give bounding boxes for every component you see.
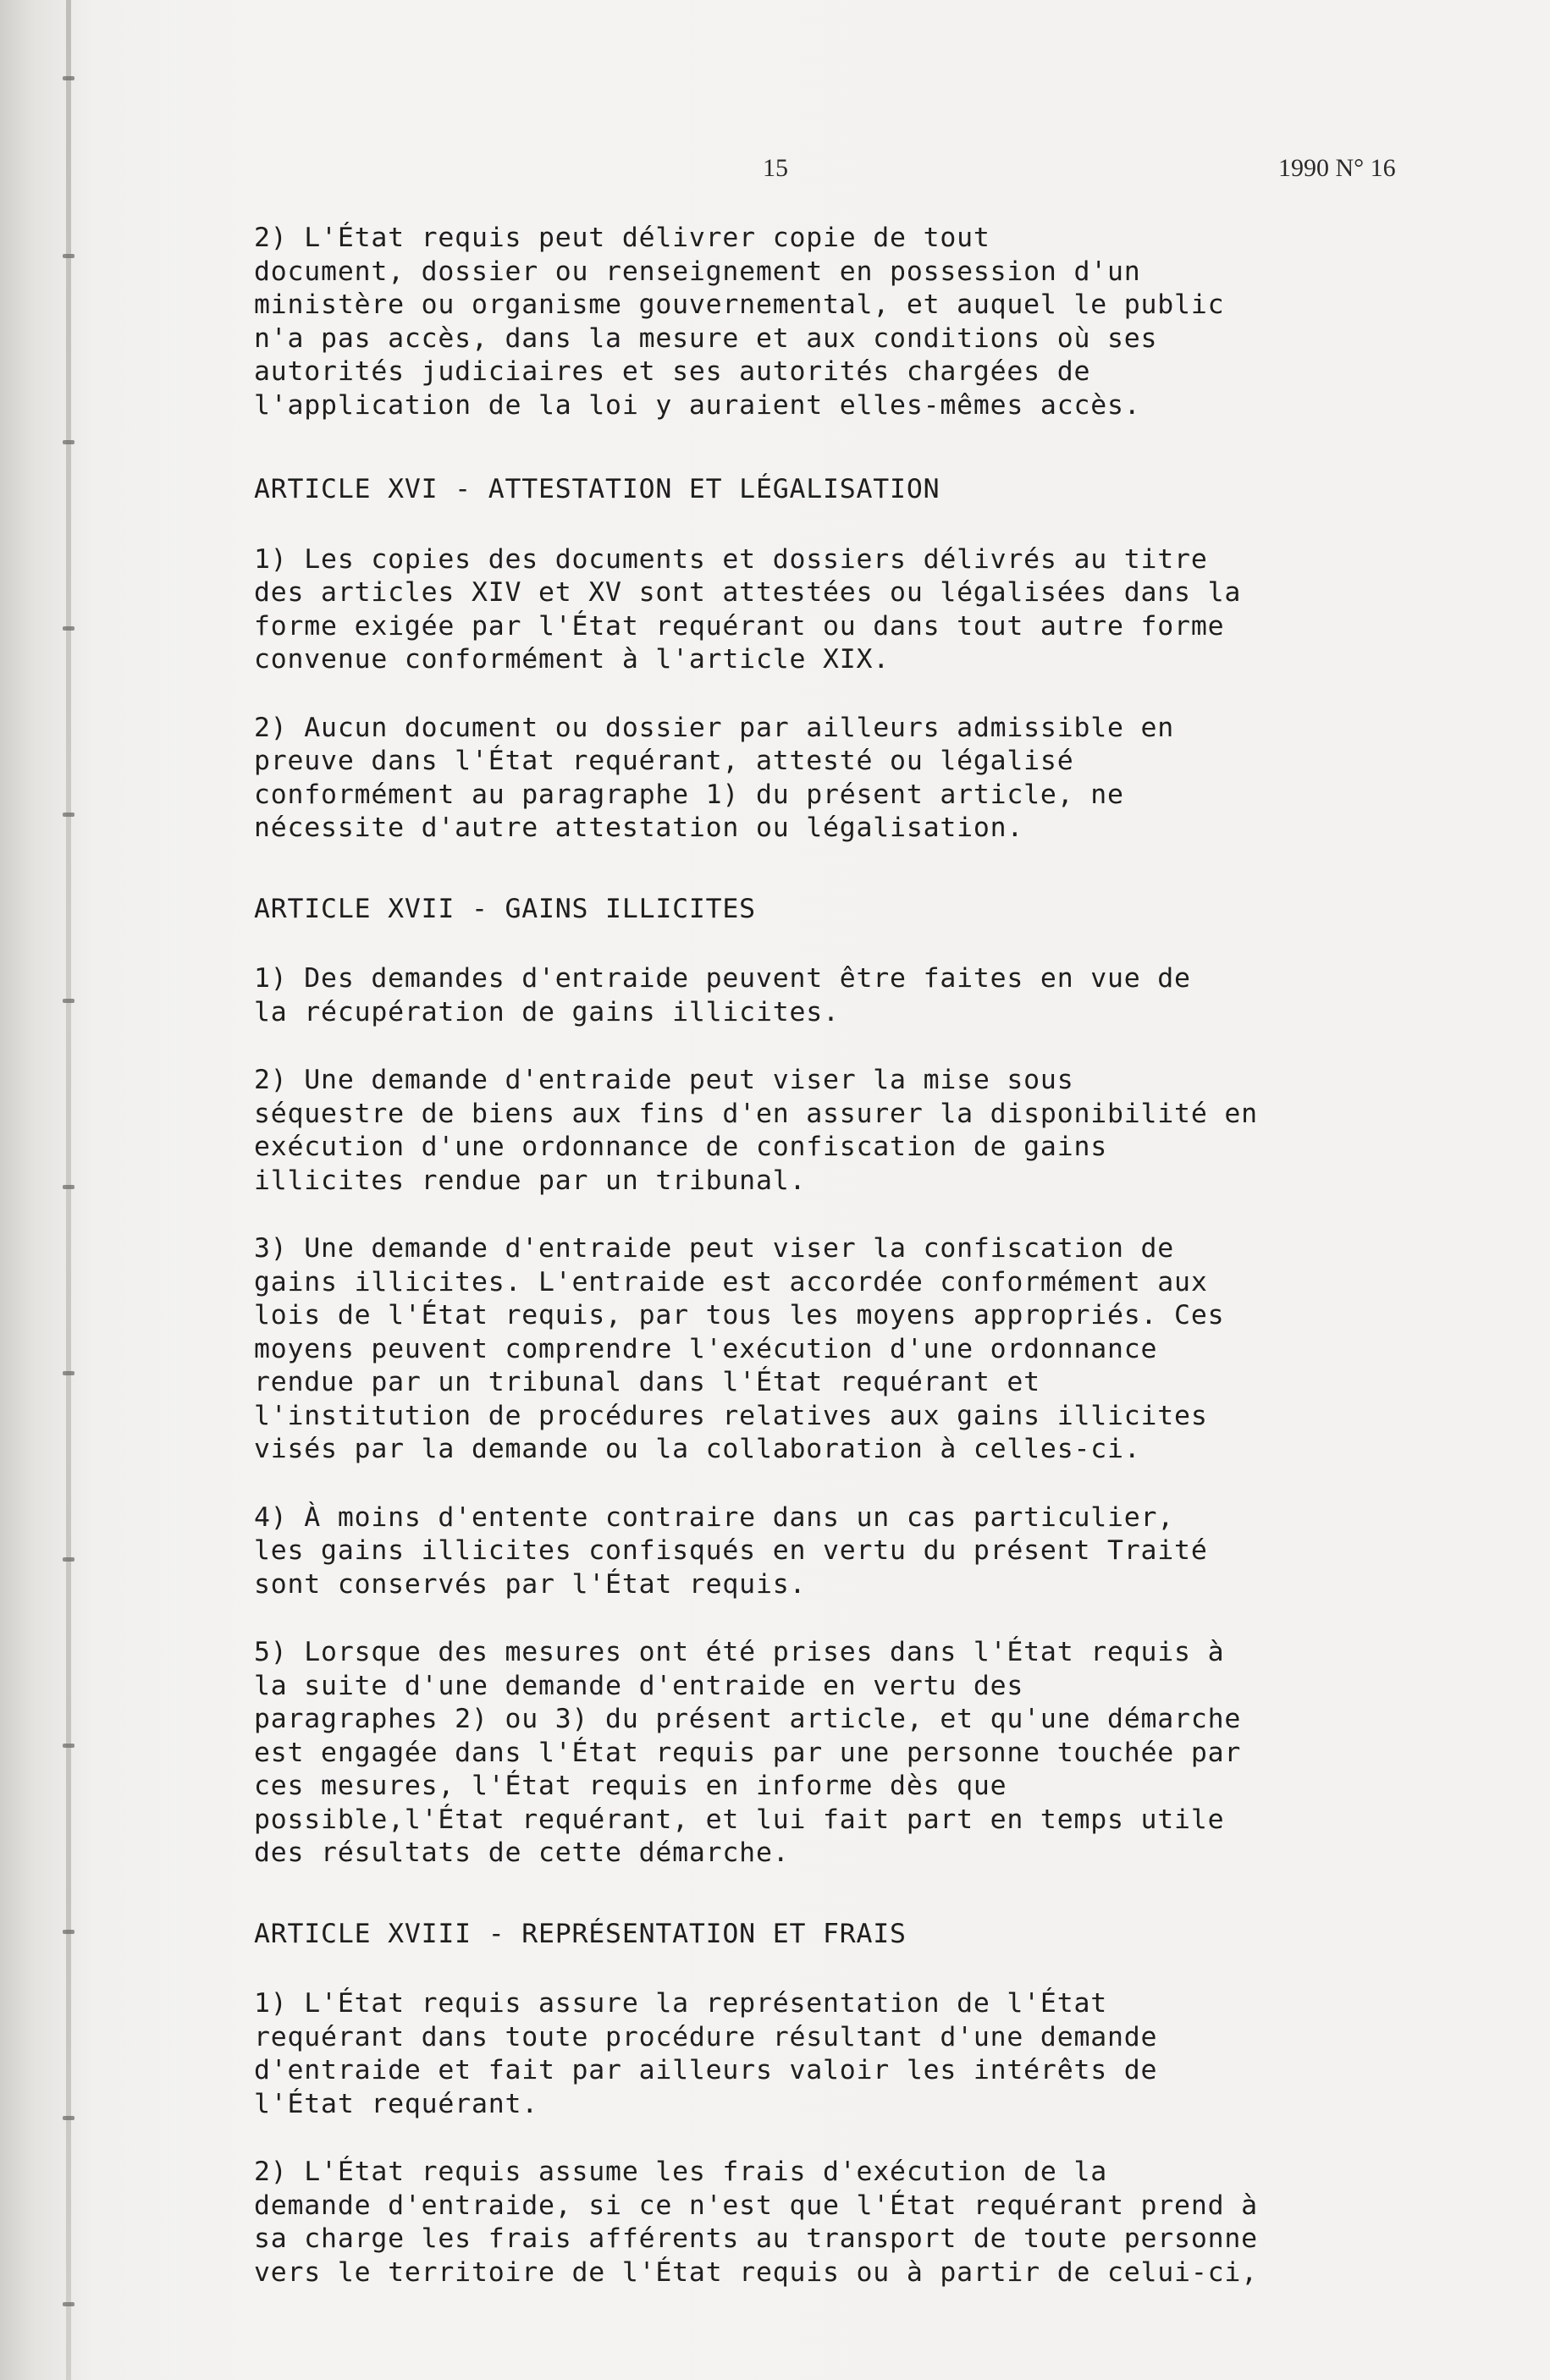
paragraph-xvi-1: 1) Les copies des documents et dossiers délivrés au titre des articles XIV et XV sont attestées ou légalisées dans la forme exigée par l'État requérant ou dans tout autre forme convenue conformément à l'article XIX.: [254, 543, 1242, 675]
binding-stitch: [63, 813, 74, 817]
page-number: 15: [763, 154, 788, 182]
paragraph-xv-2: 2) L'État requis peut délivrer copie de tout document, dossier ou renseignement en possession d'un ministère ou organisme gouvernemental, et auquel le public n'a pas accès, dans la mesure et aux conditions où ses autorités judiciaires et ses autorités chargées de l'application de la loi y auraient elles-mêmes accès.: [254, 223, 1225, 421]
paragraph-xvii-4: 4) À moins d'entente contraire dans un cas particulier, les gains illicites confisqués en vertu du présent Traité sont conservés par l'État requis.: [254, 1501, 1208, 1600]
binding-stitch: [63, 999, 74, 1003]
binding-stitch: [63, 1371, 74, 1375]
paragraph-xvii-5: 5) Lorsque des mesures ont été prises dans l'État requis à la suite d'une demande d'entraide en vertu des paragraphes 2) ou 3) du présent article, et qu'une démarche est engagée dans l'État requis par une personne touchée par ces mesures, l'État requis en informe dès que possible,l'État requérant, et lui fait part en temps utile des résultats de cette démarche.: [254, 1637, 1242, 1868]
heading-article-xvi: ARTICLE XVI - ATTESTATION ET LÉGALISATION: [254, 474, 940, 504]
binding-stitch: [63, 1557, 74, 1562]
gazette-reference: 1990 N° 16: [1278, 154, 1396, 182]
binding-stitch: [63, 1744, 74, 1748]
heading-article-xvii: ARTICLE XVII - GAINS ILLICITES: [254, 893, 756, 924]
binding-stitch: [63, 1185, 74, 1189]
paragraph-xvii-2: 2) Une demande d'entraide peut viser la mise sous séquestre de biens aux fins d'en assurer la disponibilité en exécution d'une ordonnance de confiscation de gains illicites rendue par un tribunal.: [254, 1065, 1258, 1196]
document-body: [254, 222, 1456, 2324]
binding-stitch: [63, 440, 74, 444]
binding-stitch: [63, 626, 74, 631]
paragraph-xviii-1: 1) L'État requis assure la représentation de l'État requérant dans toute procédure résultant d'une demande d'entraide et fait par ailleurs valoir les intérêts de l'État requérant.: [254, 1988, 1158, 2119]
binding-stitch: [63, 254, 74, 258]
page-binding: [66, 0, 71, 2380]
heading-article-xviii: ARTICLE XVIII - REPRÉSENTATION ET FRAIS: [254, 1918, 907, 1949]
binding-stitch: [63, 76, 74, 80]
paragraph-xviii-2: 2) L'État requis assume les frais d'exécution de la demande d'entraide, si ce n'est que l'État requérant prend à sa charge les frais afférents au transport de toute personne vers le territoire de l'État requis ou à partir de celui-ci,: [254, 2157, 1258, 2288]
paragraph-xvi-2: 2) Aucun document ou dossier par ailleurs admissible en preuve dans l'État requérant, attesté ou légalisé conformément au paragraphe 1) du présent article, ne nécessite d'autre attestation ou légalisation.: [254, 712, 1175, 843]
paragraph-xvii-1: 1) Des demandes d'entraide peuvent être faites en vue de la récupération de gains illicites.: [254, 963, 1191, 1027]
paragraph-xvii-3: 3) Une demande d'entraide peut viser la confiscation de gains illicites. L'entraide est accordée conformément aux lois de l'État requis, par tous les moyens appropriés. Ces moyens peuvent comprendre l'exécution d'une ordonnance rendue par un tribunal dans l'État requérant et l'institution de procédures relatives aux gains illicites visés par la demande ou la collaboration à celles-ci.: [254, 1233, 1225, 1464]
binding-stitch: [63, 1930, 74, 1934]
binding-stitch: [63, 2302, 74, 2306]
binding-stitch: [63, 2116, 74, 2120]
